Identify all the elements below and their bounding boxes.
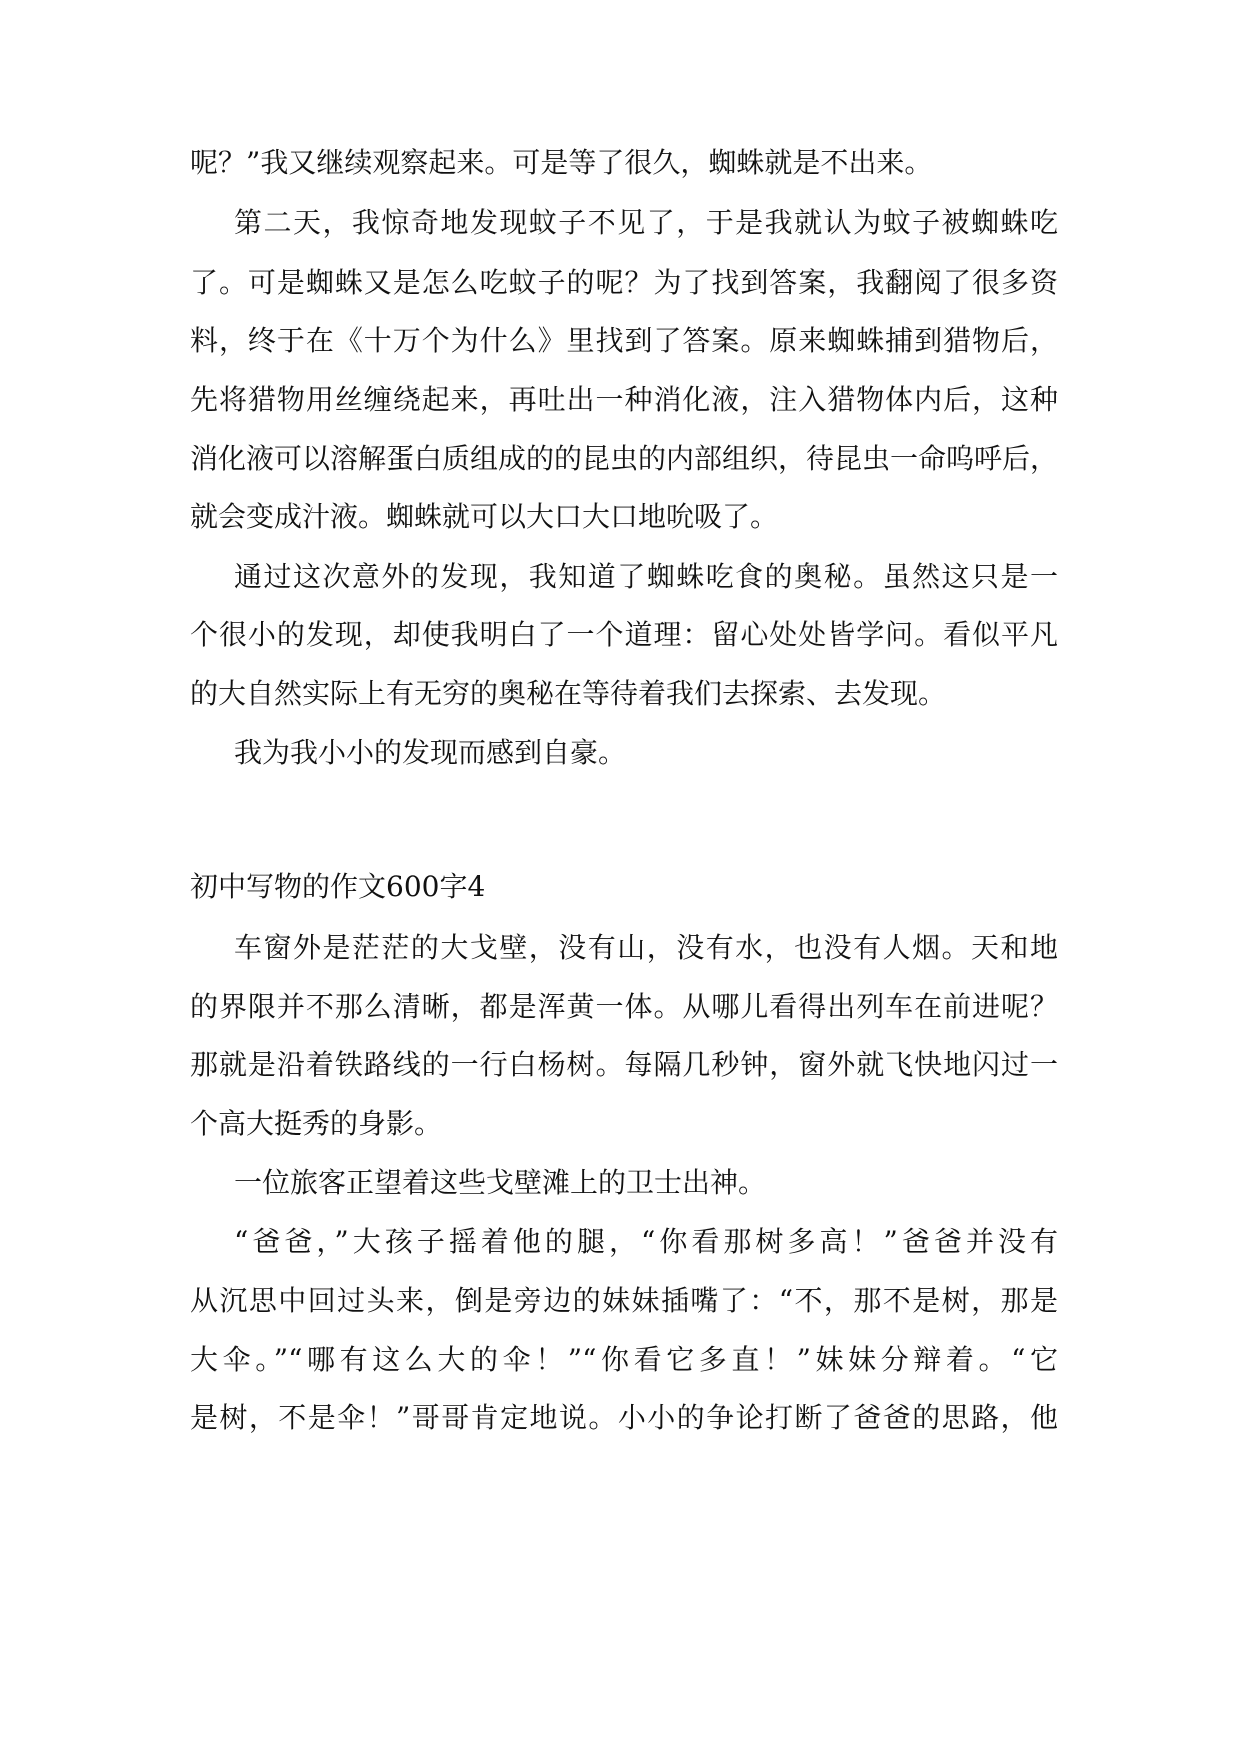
line-text: 大伞。”“哪有这么大的伞！”“你看它多直！”妹妹分辩着。“它	[190, 1343, 1058, 1376]
line-text: 的界限并不那么清晰，都是浑黄一体。从哪儿看得出列车在前进呢？	[190, 990, 1058, 1023]
line-text: 个很小的发现，却使我明白了一个道理：留心处处皆学问。看似平凡	[190, 618, 1058, 651]
line-text: 了。可是蜘蛛又是怎么吃蚊子的呢？为了找到答案，我翻阅了很多资	[190, 266, 1058, 299]
line-text: 料，终于在《十万个为什么》里找到了答案。原来蜘蛛捕到猎物后，	[190, 324, 1058, 357]
line-text: 先将猎物用丝缠绕起来，再吐出一种消化液，注入猎物体内后，这种	[190, 383, 1058, 416]
line-text: 个高大挺秀的身影。	[190, 1107, 443, 1140]
line-text: 消化液可以溶解蛋白质组成的的昆虫的内部组织，待昆虫一命呜呼后，	[190, 442, 1059, 475]
line-text: 从沉思中回过头来，倒是旁边的妹妹插嘴了：“不，那不是树，那是	[190, 1284, 1058, 1317]
line-text: 就会变成汁液。蜘蛛就可以大口大口地吮吸了。	[190, 500, 779, 533]
line-text: 呢？”我又继续观察起来。可是等了很久，蜘蛛就是不出来。	[190, 146, 933, 179]
line-text: 第二天，我惊奇地发现蚊子不见了，于是我就认为蚊子被蜘蛛吃	[234, 206, 1058, 239]
line-text: “爸爸，”大孩子摇着他的腿，“你看那树多高！”爸爸并没有	[234, 1225, 1058, 1258]
line-text: 我为我小小的发现而感到自豪。	[234, 736, 627, 769]
line-text: 那就是沿着铁路线的一行白杨树。每隔几秒钟，窗外就飞快地闪过一	[190, 1048, 1058, 1081]
line-text: 通过这次意外的发现，我知道了蜘蛛吃食的奥秘。虽然这只是一	[234, 560, 1058, 593]
line-text: 是树，不是伞！”哥哥肯定地说。小小的争论打断了爸爸的思路，他	[190, 1401, 1058, 1434]
line-text: 车窗外是茫茫的大戈壁，没有山，没有水，也没有人烟。天和地	[234, 931, 1058, 964]
heading-text: 初中写物的作文600字4	[190, 870, 486, 903]
line-text: 一位旅客正望着这些戈壁滩上的卫士出神。	[234, 1166, 767, 1199]
line-text: 的大自然实际上有无穷的奥秘在等待着我们去探索、去发现。	[190, 677, 947, 710]
